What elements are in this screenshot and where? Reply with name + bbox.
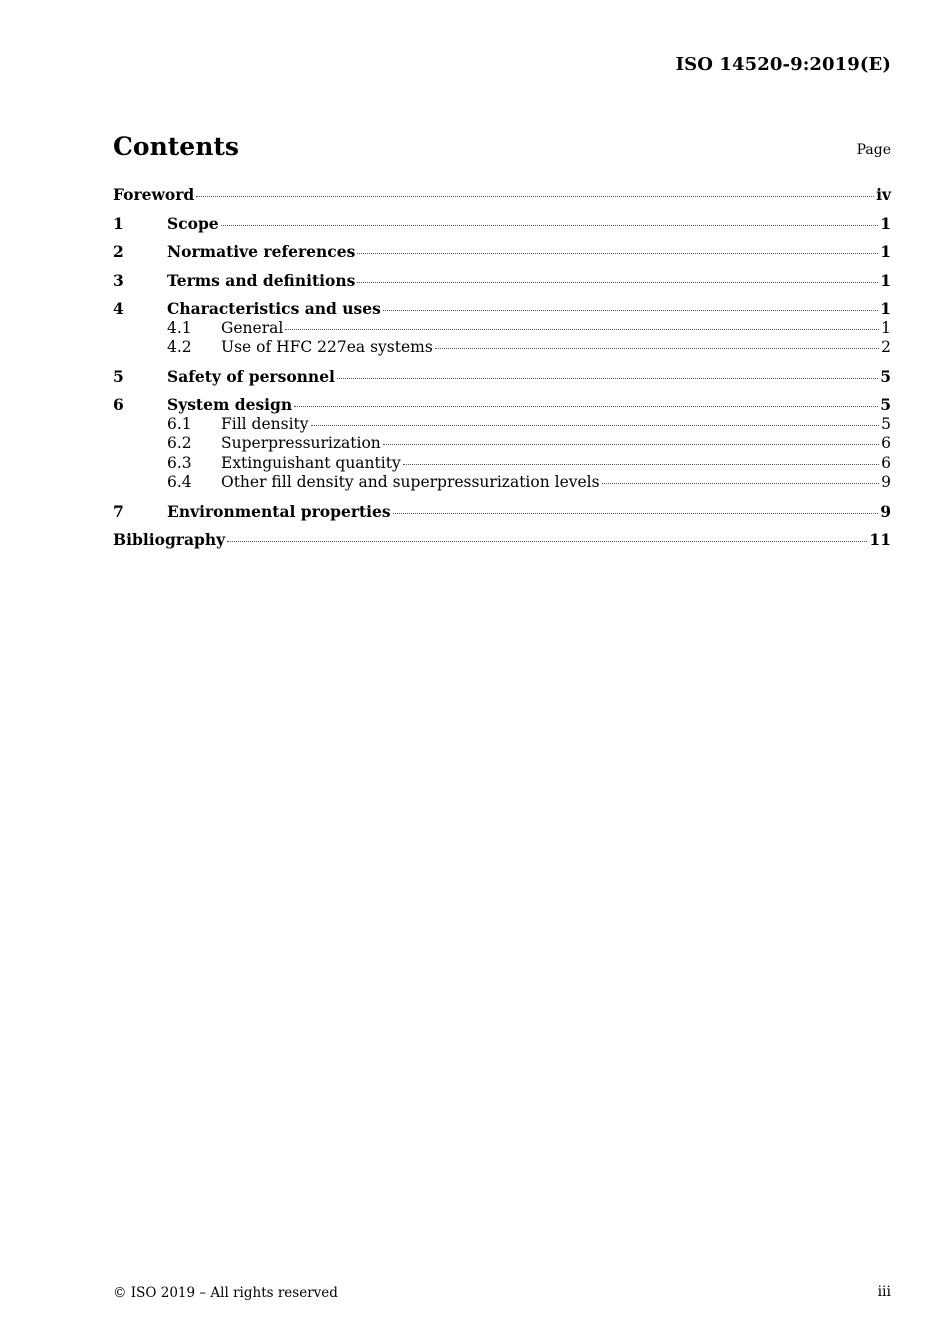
page-number: iii bbox=[877, 1284, 891, 1300]
dot-leader bbox=[311, 425, 880, 426]
toc-entry-number: 4.1 bbox=[167, 318, 192, 337]
toc-entry[interactable] bbox=[113, 319, 891, 339]
toc-entry-number: 7 bbox=[113, 501, 124, 521]
toc-entry-number: 6 bbox=[113, 395, 124, 414]
toc-entry[interactable] bbox=[113, 299, 891, 319]
dot-leader bbox=[383, 310, 878, 311]
toc-entry[interactable] bbox=[113, 214, 891, 234]
dot-leader bbox=[393, 513, 879, 514]
toc-entry-page: 9 bbox=[881, 473, 891, 491]
toc-entry[interactable] bbox=[113, 502, 891, 522]
document-header: ISO 14520-9:2019(E) bbox=[675, 54, 891, 75]
page-column-label: Page bbox=[856, 142, 891, 158]
toc-entry-page: 1 bbox=[880, 242, 891, 261]
toc-entry-title: Terms and definitions bbox=[167, 270, 356, 290]
toc-entry-title: Extinguishant quantity bbox=[221, 453, 401, 472]
dot-leader bbox=[337, 378, 878, 379]
dot-leader bbox=[227, 541, 867, 542]
toc-entry-number: 6.3 bbox=[167, 453, 192, 472]
toc-entry-number: 4 bbox=[113, 299, 124, 318]
toc-entry-page: 6 bbox=[881, 434, 891, 452]
dot-leader bbox=[357, 253, 878, 254]
toc-entry-title: System design bbox=[167, 395, 293, 414]
toc-entry-page: 5 bbox=[881, 414, 891, 433]
toc-entry-page: 5 bbox=[880, 366, 891, 386]
dot-leader bbox=[294, 406, 878, 407]
toc-entry-title: Characteristics and uses bbox=[167, 299, 381, 318]
toc-entry-number: 5 bbox=[113, 366, 124, 386]
toc-entry[interactable] bbox=[113, 185, 891, 205]
toc-entry-page: iv bbox=[876, 185, 891, 204]
copyright-notice: © ISO 2019 – All rights reserved bbox=[113, 1285, 338, 1301]
dot-leader bbox=[435, 348, 879, 349]
dot-leader bbox=[602, 483, 880, 484]
dot-leader bbox=[221, 225, 879, 226]
toc-entry-title: Safety of personnel bbox=[167, 366, 335, 386]
toc-entry-page: 1 bbox=[880, 213, 891, 233]
toc-entry-page: 1 bbox=[881, 318, 891, 337]
toc-entry-number: 6.4 bbox=[167, 473, 192, 491]
toc-entry-title: Foreword bbox=[113, 185, 195, 204]
toc-entry-title: General bbox=[221, 318, 284, 337]
table-of-contents bbox=[113, 185, 891, 550]
toc-entry[interactable] bbox=[113, 454, 891, 474]
toc-entry[interactable] bbox=[113, 338, 891, 358]
toc-entry-title: Environmental properties bbox=[167, 501, 391, 521]
toc-entry-page: 11 bbox=[869, 530, 891, 549]
toc-entry[interactable] bbox=[113, 242, 891, 262]
toc-entry-title: Scope bbox=[167, 213, 219, 233]
dot-leader bbox=[285, 329, 879, 330]
toc-entry-title: Use of HFC 227ea systems bbox=[221, 338, 433, 356]
toc-entry-page: 6 bbox=[881, 453, 891, 472]
toc-entry-title: Superpressurization bbox=[221, 434, 381, 452]
toc-entry-title: Other fill density and superpressurization levels bbox=[221, 473, 600, 491]
toc-entry[interactable] bbox=[113, 415, 891, 435]
toc-entry[interactable] bbox=[113, 434, 891, 454]
toc-entry-title: Normative references bbox=[167, 242, 356, 261]
toc-entry-number: 2 bbox=[113, 242, 124, 261]
toc-entry-number: 3 bbox=[113, 270, 124, 290]
toc-entry-page: 9 bbox=[880, 501, 891, 521]
page-title: Contents bbox=[113, 132, 240, 161]
toc-entry-page: 1 bbox=[880, 270, 891, 290]
toc-entry[interactable] bbox=[113, 271, 891, 291]
toc-entry-page: 5 bbox=[880, 395, 891, 414]
toc-entry-page: 1 bbox=[880, 299, 891, 318]
toc-entry[interactable] bbox=[113, 530, 891, 550]
dot-leader bbox=[357, 282, 878, 283]
dot-leader bbox=[403, 464, 879, 465]
dot-leader bbox=[383, 444, 879, 445]
toc-entry[interactable] bbox=[113, 395, 891, 415]
toc-entry-number: 6.1 bbox=[167, 414, 192, 433]
toc-entry-title: Fill density bbox=[221, 414, 309, 433]
toc-entry[interactable] bbox=[113, 367, 891, 387]
toc-entry-number: 4.2 bbox=[167, 338, 192, 356]
toc-entry-page: 2 bbox=[881, 338, 891, 356]
toc-entry-number: 6.2 bbox=[167, 434, 192, 452]
toc-entry-number: 1 bbox=[113, 213, 124, 233]
toc-entry-title: Bibliography bbox=[113, 530, 226, 549]
dot-leader bbox=[196, 196, 874, 197]
toc-entry[interactable] bbox=[113, 473, 891, 493]
